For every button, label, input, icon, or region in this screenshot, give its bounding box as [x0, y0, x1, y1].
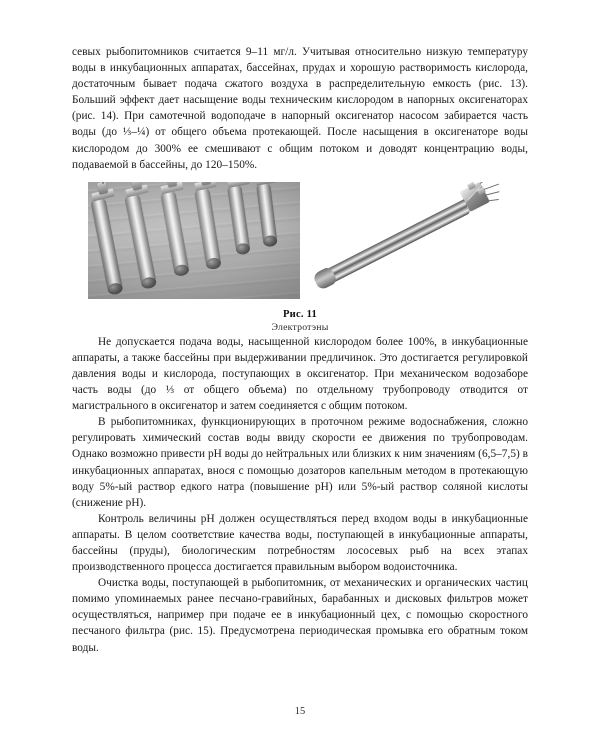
photo-heating-element-single [308, 182, 520, 299]
figure-images-row [72, 182, 528, 301]
page-content [72, 44, 528, 656]
paragraph-5: Очистка воды, поступающей в рыбопитомник, от механических и органических частиц помимо упоминаемых ранее песчано-гравийных, барабанных и дисковых фильтров может осуществляться, например при подаче ее в инкубационный цех, с помощью скоростного песчаного фильтра (рис. 15). Предусмотрена периодическая промывка его обратным током воды. [72, 577, 528, 654]
paragraph-3: В рыбопитомниках, функционирующих в проточном режиме водоснабжения, сложно регулировать химический состав воды ввиду скорости ее движения по трубопроводам. Однако возможно привести pH воды до нейтральных или близких к ним значениям (6,5–7,5) в инкубационных аппаратах, внося с помощью дозаторов капельным методом в протекающую воду 5%-ый раствор едкого натра (повышение pH) или 5%-ый раствор соляной кислоты (снижение pH). [72, 416, 528, 509]
paragraph-2: Не допускается подача воды, насыщенной кислородом более 100%, в инкубационные аппараты, а также бассейны при выдерживании предличинок. Это достигается регулировкой давления воды и кислорода, поступающих в оксигенатор. При механическом водозаборе часть воды (до ⅓ от общего объема) по отдельному трубопроводу отводится от магистрального в оксигенатор и затем соединяется с общим потоком. [72, 335, 528, 413]
figure-number: Рис. 11 [283, 308, 317, 320]
photo-heating-elements-group [88, 182, 300, 299]
figure-11 [72, 182, 528, 334]
photo-vignette [88, 182, 300, 299]
paragraph-4: Контроль величины pH должен осуществляться перед входом воды в инкубационные аппараты. В целом соответствие качества воды, поступающей в инкубационные аппараты, бассейны (пруды), биологическим потребностям лососевых рыб на всех этапах производственного процесса достигается правильным выбором водоисточника. [72, 512, 528, 574]
page-number: 15 [294, 706, 306, 717]
paragraph-1: севых рыбопитомников считается 9–11 мг/л. Учитывая относительно низкую температуру воды в инкубационных аппаратах, бассейнах, прудах и хорошую растворимость кислорода, достаточным бывает подача сжатого воздуха в распределительную емкость (рис. 13). Больший эффект дает насыщение воды техническим кислородом в напорных оксигенаторах (рис. 14). При самотечной водоподаче в напорный оксигенатор насосом забирается часть воды (до ⅓–¼) от общего объема протекающей. После насыщения в оксигенаторе воды кислородом до 300% ее смешивают с общим потоком и доводят концентрацию воды, подаваемой в бассейны, до 120–150%. [72, 46, 528, 171]
figure-title: Электротэны [271, 321, 329, 333]
figure-caption [72, 308, 528, 334]
